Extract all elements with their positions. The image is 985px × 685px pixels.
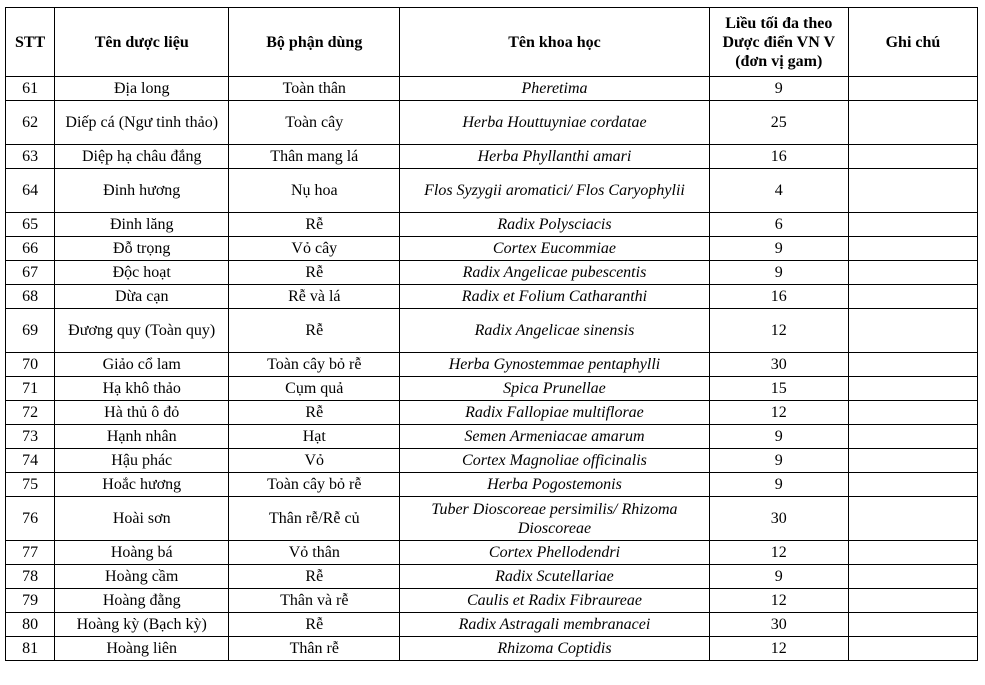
- cell-part-used: Toàn cây bỏ rễ: [229, 473, 400, 497]
- cell-stt: 62: [6, 101, 55, 145]
- cell-max-dose: 30: [709, 613, 848, 637]
- cell-note: [848, 565, 977, 589]
- cell-herb-name: Đinh lăng: [55, 213, 229, 237]
- cell-part-used: Rễ: [229, 309, 400, 353]
- header-note: Ghi chú: [848, 8, 977, 77]
- table-row: [6, 401, 978, 425]
- cell-note: [848, 309, 977, 353]
- table-row: [6, 425, 978, 449]
- cell-herb-name: Hậu phác: [55, 449, 229, 473]
- cell-max-dose: 12: [709, 401, 848, 425]
- cell-part-used: Thân và rễ: [229, 589, 400, 613]
- cell-herb-name: Giảo cổ lam: [55, 353, 229, 377]
- cell-part-used: Rễ: [229, 213, 400, 237]
- cell-herb-name: Diếp cá (Ngư tinh thảo): [55, 101, 229, 145]
- cell-note: [848, 637, 977, 661]
- cell-max-dose: 9: [709, 449, 848, 473]
- cell-part-used: Toàn cây bỏ rễ: [229, 353, 400, 377]
- table-row: [6, 353, 978, 377]
- cell-stt: 61: [6, 77, 55, 101]
- cell-note: [848, 101, 977, 145]
- cell-stt: 69: [6, 309, 55, 353]
- cell-scientific-name: Herba Gynostemmae pentaphylli: [400, 353, 709, 377]
- cell-scientific-name: Cortex Magnoliae officinalis: [400, 449, 709, 473]
- table-row: [6, 637, 978, 661]
- cell-note: [848, 541, 977, 565]
- cell-max-dose: 30: [709, 497, 848, 541]
- header-part-used: Bộ phận dùng: [229, 8, 400, 77]
- herbal-dosage-table: [5, 7, 978, 661]
- table-header-row: [6, 8, 978, 77]
- cell-stt: 81: [6, 637, 55, 661]
- cell-note: [848, 589, 977, 613]
- table-row: [6, 613, 978, 637]
- cell-scientific-name: Caulis et Radix Fibraureae: [400, 589, 709, 613]
- cell-scientific-name: Pheretima: [400, 77, 709, 101]
- cell-stt: 75: [6, 473, 55, 497]
- cell-max-dose: 25: [709, 101, 848, 145]
- table-row: [6, 377, 978, 401]
- table-row: [6, 285, 978, 309]
- cell-stt: 66: [6, 237, 55, 261]
- cell-part-used: Hạt: [229, 425, 400, 449]
- cell-part-used: Thân mang lá: [229, 145, 400, 169]
- table-row: [6, 169, 978, 213]
- cell-stt: 68: [6, 285, 55, 309]
- cell-max-dose: 16: [709, 145, 848, 169]
- cell-herb-name: Hoàng bá: [55, 541, 229, 565]
- table-row: [6, 101, 978, 145]
- cell-herb-name: Hoàng cầm: [55, 565, 229, 589]
- cell-part-used: Rễ và lá: [229, 285, 400, 309]
- cell-stt: 77: [6, 541, 55, 565]
- cell-scientific-name: Rhizoma Coptidis: [400, 637, 709, 661]
- cell-part-used: Thân rễ/Rễ củ: [229, 497, 400, 541]
- cell-stt: 63: [6, 145, 55, 169]
- cell-note: [848, 449, 977, 473]
- cell-note: [848, 473, 977, 497]
- cell-stt: 67: [6, 261, 55, 285]
- cell-herb-name: Đỗ trọng: [55, 237, 229, 261]
- cell-scientific-name: Radix et Folium Catharanthi: [400, 285, 709, 309]
- cell-stt: 64: [6, 169, 55, 213]
- cell-scientific-name: Herba Phyllanthi amari: [400, 145, 709, 169]
- cell-note: [848, 77, 977, 101]
- cell-stt: 73: [6, 425, 55, 449]
- table-row: [6, 589, 978, 613]
- cell-herb-name: Độc hoạt: [55, 261, 229, 285]
- cell-max-dose: 9: [709, 261, 848, 285]
- cell-herb-name: Địa long: [55, 77, 229, 101]
- cell-stt: 74: [6, 449, 55, 473]
- cell-scientific-name: Spica Prunellae: [400, 377, 709, 401]
- table-row: [6, 261, 978, 285]
- cell-max-dose: 12: [709, 309, 848, 353]
- cell-note: [848, 401, 977, 425]
- cell-part-used: Vỏ thân: [229, 541, 400, 565]
- cell-max-dose: 9: [709, 77, 848, 101]
- cell-scientific-name: Tuber Dioscoreae persimilis/ Rhizoma Dioscoreae: [400, 497, 709, 541]
- header-herb-name: Tên dược liệu: [55, 8, 229, 77]
- cell-scientific-name: Cortex Phellodendri: [400, 541, 709, 565]
- cell-max-dose: 12: [709, 589, 848, 613]
- cell-stt: 72: [6, 401, 55, 425]
- cell-max-dose: 6: [709, 213, 848, 237]
- header-scientific-name: Tên khoa học: [400, 8, 709, 77]
- cell-note: [848, 353, 977, 377]
- table-row: [6, 213, 978, 237]
- cell-max-dose: 4: [709, 169, 848, 213]
- cell-part-used: Rễ: [229, 565, 400, 589]
- cell-scientific-name: Radix Angelicae pubescentis: [400, 261, 709, 285]
- cell-herb-name: Dừa cạn: [55, 285, 229, 309]
- cell-scientific-name: Radix Fallopiae multiflorae: [400, 401, 709, 425]
- cell-part-used: Toàn thân: [229, 77, 400, 101]
- table-row: [6, 497, 978, 541]
- table-row: [6, 309, 978, 353]
- cell-part-used: Vỏ: [229, 449, 400, 473]
- cell-herb-name: Hoàng liên: [55, 637, 229, 661]
- cell-max-dose: 16: [709, 285, 848, 309]
- cell-note: [848, 145, 977, 169]
- cell-herb-name: Hạ khô thảo: [55, 377, 229, 401]
- table-row: [6, 473, 978, 497]
- cell-herb-name: Diệp hạ châu đắng: [55, 145, 229, 169]
- cell-note: [848, 285, 977, 309]
- cell-note: [848, 169, 977, 213]
- table-row: [6, 565, 978, 589]
- cell-stt: 71: [6, 377, 55, 401]
- cell-herb-name: Đinh hương: [55, 169, 229, 213]
- cell-stt: 79: [6, 589, 55, 613]
- cell-scientific-name: Flos Syzygii aromatici/ Flos Caryophylii: [400, 169, 709, 213]
- cell-part-used: Rễ: [229, 261, 400, 285]
- cell-herb-name: Hoài sơn: [55, 497, 229, 541]
- cell-max-dose: 12: [709, 637, 848, 661]
- cell-note: [848, 613, 977, 637]
- cell-scientific-name: Radix Polysciacis: [400, 213, 709, 237]
- cell-max-dose: 30: [709, 353, 848, 377]
- cell-part-used: Thân rễ: [229, 637, 400, 661]
- cell-note: [848, 497, 977, 541]
- cell-scientific-name: Semen Armeniacae amarum: [400, 425, 709, 449]
- cell-scientific-name: Herba Pogostemonis: [400, 473, 709, 497]
- cell-max-dose: 15: [709, 377, 848, 401]
- cell-part-used: Rễ: [229, 613, 400, 637]
- cell-max-dose: 12: [709, 541, 848, 565]
- cell-stt: 80: [6, 613, 55, 637]
- cell-herb-name: Hạnh nhân: [55, 425, 229, 449]
- table-row: [6, 541, 978, 565]
- cell-scientific-name: Herba Houttuyniae cordatae: [400, 101, 709, 145]
- cell-stt: 65: [6, 213, 55, 237]
- cell-max-dose: 9: [709, 425, 848, 449]
- cell-scientific-name: Radix Scutellariae: [400, 565, 709, 589]
- header-max-dose: Liều tối đa theo Dược điển VN V (đơn vị gam): [709, 8, 848, 77]
- cell-note: [848, 425, 977, 449]
- cell-scientific-name: Cortex Eucommiae: [400, 237, 709, 261]
- cell-max-dose: 9: [709, 565, 848, 589]
- cell-scientific-name: Radix Angelicae sinensis: [400, 309, 709, 353]
- cell-stt: 70: [6, 353, 55, 377]
- cell-herb-name: Đương quy (Toàn quy): [55, 309, 229, 353]
- table-row: [6, 237, 978, 261]
- cell-herb-name: Hoắc hương: [55, 473, 229, 497]
- cell-note: [848, 377, 977, 401]
- cell-herb-name: Hoàng đằng: [55, 589, 229, 613]
- table-row: [6, 77, 978, 101]
- cell-part-used: Toàn cây: [229, 101, 400, 145]
- cell-part-used: Vỏ cây: [229, 237, 400, 261]
- table-row: [6, 145, 978, 169]
- cell-stt: 78: [6, 565, 55, 589]
- cell-herb-name: Hà thủ ô đỏ: [55, 401, 229, 425]
- cell-part-used: Nụ hoa: [229, 169, 400, 213]
- header-stt: STT: [6, 8, 55, 77]
- cell-scientific-name: Radix Astragali membranacei: [400, 613, 709, 637]
- cell-part-used: Cụm quả: [229, 377, 400, 401]
- cell-max-dose: 9: [709, 473, 848, 497]
- table-row: [6, 449, 978, 473]
- cell-note: [848, 213, 977, 237]
- cell-part-used: Rễ: [229, 401, 400, 425]
- cell-note: [848, 261, 977, 285]
- cell-max-dose: 9: [709, 237, 848, 261]
- cell-herb-name: Hoàng kỳ (Bạch kỳ): [55, 613, 229, 637]
- cell-stt: 76: [6, 497, 55, 541]
- cell-note: [848, 237, 977, 261]
